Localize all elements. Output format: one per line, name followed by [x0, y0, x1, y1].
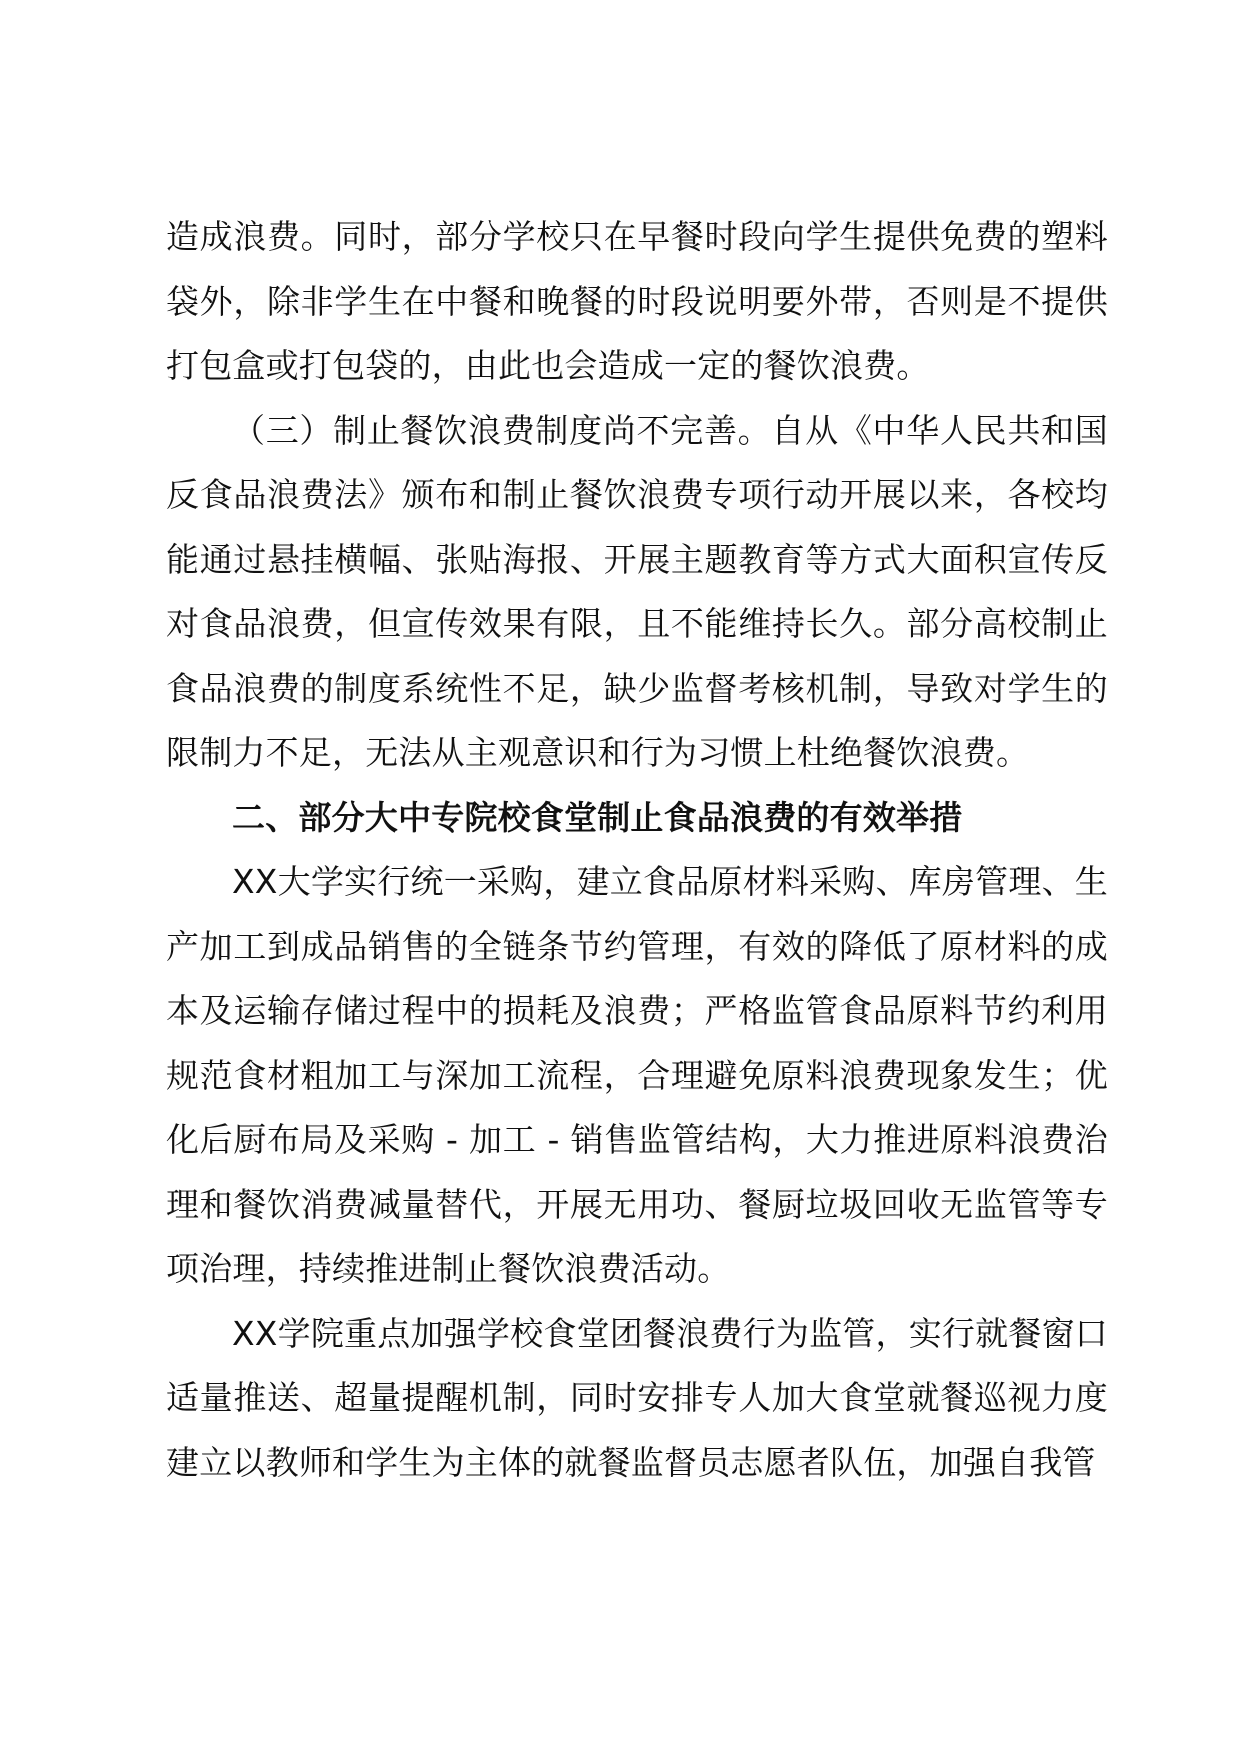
document-body: [166, 205, 1108, 1495]
paragraph-food-waste-packaging: 造成浪费。同时，部分学校只在早餐时段向学生提供免费的塑料袋外，除非学生在中餐和晚餐的时段说明要外带，否则是不提供打包盒或打包袋的，由此也会造成一定的餐饮浪费。: [166, 217, 1108, 385]
paragraph-xx-university: XX大学实行统一采购，建立食品原材料采购、库房管理、生产加工到成品销售的全链条节约管理，有效的降低了原材料的成本及运输存储过程中的损耗及浪费；严格监管食品原料节约利用规范食材粗加工与深加工流程，合理避免原料浪费现象发生；优化后厨布局及采购 - 加工 - 销售监管结构，大力推进原料浪费治理和餐饮消费减量替代，开展无用功、餐厨垃圾回收无监管等专项治理，持续推进制止餐饮浪费活动。: [166, 862, 1108, 1288]
section-heading-effective-measures: 二、部分大中专院校食堂制止食品浪费的有效举措: [232, 797, 963, 837]
paragraph-xx-college: XX学院重点加强学校食堂团餐浪费行为监管，实行就餐窗口适量推送、超量提醒机制，同时安排专人加大食堂就餐巡视力度建立以教师和学生为主体的就餐监督员志愿者队伍，加强自我管: [166, 1313, 1108, 1482]
paragraph-policy-incomplete: （三）制止餐饮浪费制度尚不完善。自从《中华人民共和国反食品浪费法》颁布和制止餐饮浪费专项行动开展以来，各校均能通过悬挂横幅、张贴海报、开展主题教育等方式大面积宣传反对食品浪费，但宣传效果有限，且不能维持长久。部分高校制止食品浪费的制度系统性不足，缺少监督考核机制，导致对学生的限制力不足，无法从主观意识和行为习惯上杜绝餐饮浪费。: [166, 410, 1108, 772]
